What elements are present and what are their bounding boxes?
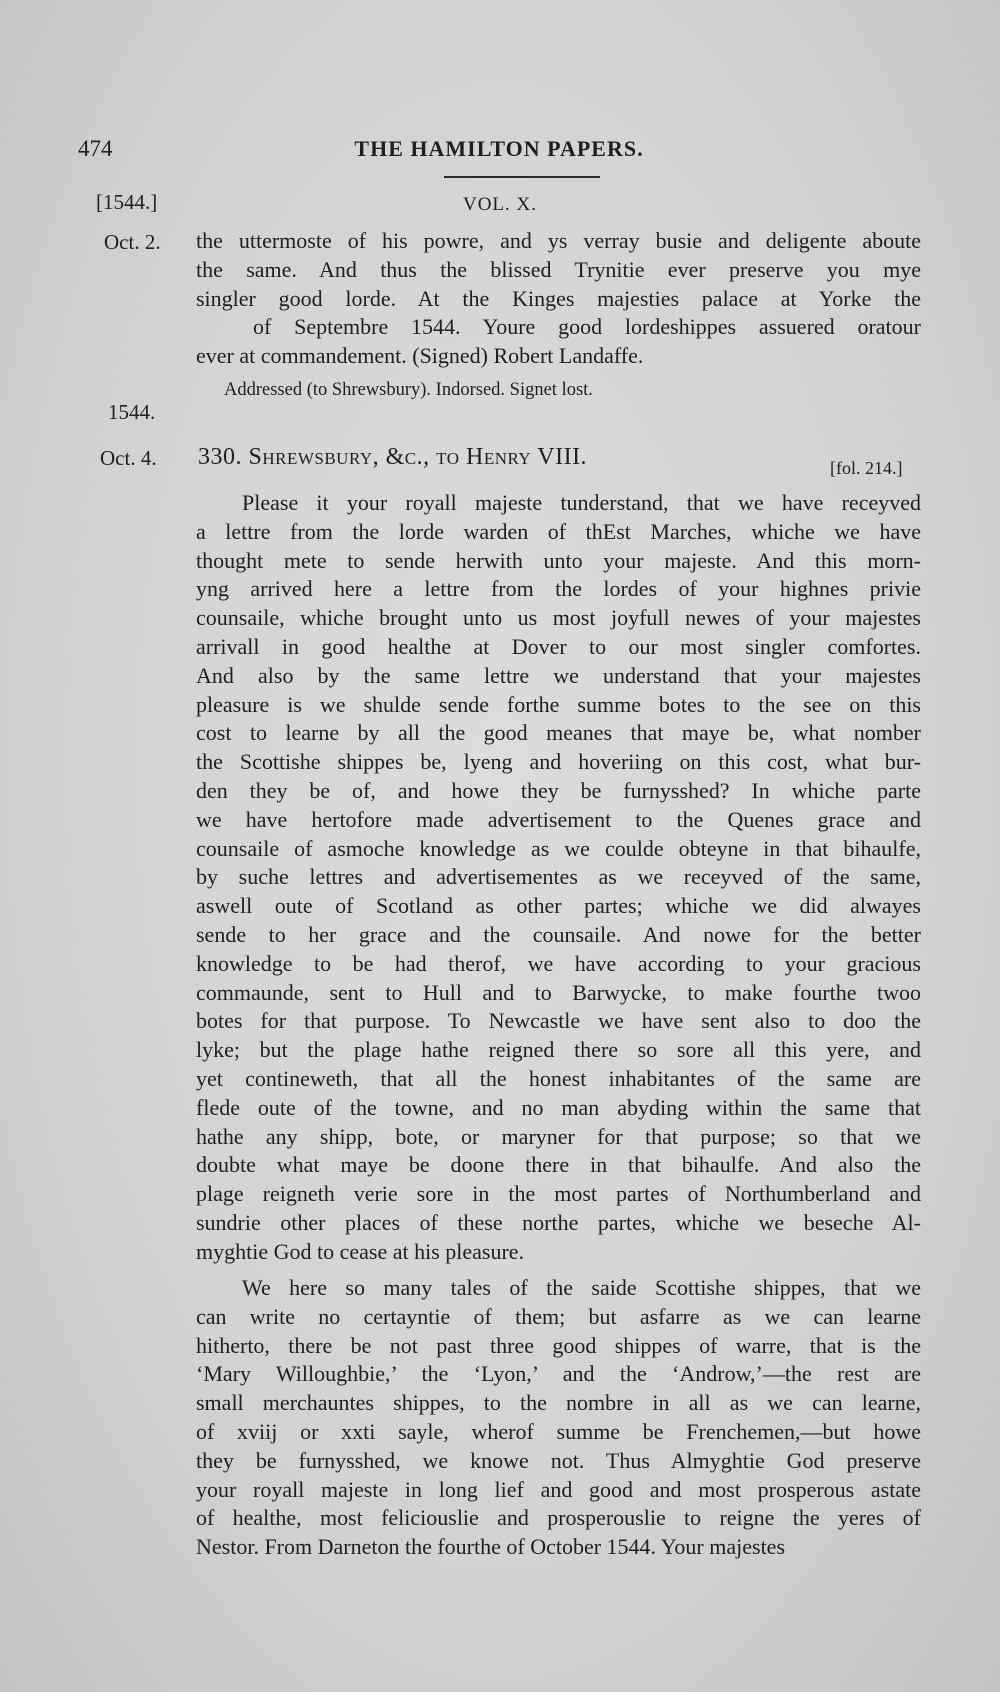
address-note: Addressed (to Shrewsbury). Indorsed. Signet lost. (224, 380, 593, 400)
text-line: of Septembre 1544. Youre good lordeshippes assuered oratour (253, 314, 921, 340)
text-line: Nestor. From Darneton the fourthe of October 1544. Your majestes (196, 1534, 786, 1560)
letter-continuation (196, 227, 921, 371)
text-line: hathe any shipp, bote, or maryner for that purpose; so that we (196, 1123, 921, 1149)
text-line: the Scottishe shippes be, lyeng and hoveriing on this cost, what bur- (196, 749, 921, 775)
text-line: myghtie God to cease at his pleasure. (196, 1238, 525, 1264)
text-line: botes for that purpose. To Newcastle we have sent also to doo the (196, 1008, 921, 1034)
letter-paragraph-1 (196, 489, 921, 1267)
text-line: cost to learne by all the good meanes that maye be, what nomber (196, 720, 921, 746)
letter-heading (198, 444, 587, 471)
text-line: We here so many tales of the saide Scottishe shippes, that we (242, 1275, 921, 1300)
page-header (78, 136, 920, 176)
text-line: of healthe, most feliciouslie and prosperouslie to reigne the yeres of (196, 1505, 921, 1531)
margin-date: Oct. 4. (100, 446, 157, 470)
text-line: can write no certayntie of them; but asfarre as we can learne (196, 1303, 921, 1329)
letter-sender: Shrewsbury, &c., (248, 444, 430, 470)
text-line: of xviij or xxti sayle, wherof summe be Frenchemen,—but howe (196, 1418, 921, 1444)
margin-date: Oct. 2. (104, 230, 161, 254)
letter-number: 330. (198, 444, 242, 470)
text-line: lyke; but the plage hathe reigned there so sore all this yere, and (196, 1037, 921, 1063)
text-line: counsaile of asmoche knowledge as we coulde obteyne in that bihaulfe, (196, 835, 921, 861)
text-line: doubte what maye be doone there in that bihaulfe. And also the (196, 1152, 921, 1178)
volume-label: VOL. X. (462, 194, 538, 215)
text-line: by suche lettres and advertisementes as we receyved of the same, (196, 864, 921, 890)
text-line: sundrie other places of these northe partes, whiche we beseche Al- (196, 1209, 921, 1235)
text-line: singler good lorde. At the Kinges majesties palace at Yorke the (196, 285, 921, 311)
text-line: the uttermoste of his powre, and ys verray busie and deligente aboute (196, 228, 921, 253)
text-line: the same. And thus the blissed Trynitie ever preserve you mye (196, 256, 921, 282)
running-title: THE HAMILTON PAPERS. (354, 136, 644, 161)
text-line: arrivall in good healthe at Dover to our most singler comfortes. (196, 633, 921, 659)
text-line: ever at commandement. (Signed) Robert Landaffe. (196, 343, 644, 369)
text-line: small merchauntes shippes, to the nombre in all as we can learne, (196, 1390, 921, 1416)
text-line: knowledge to be had therof, we have according to your gracious (196, 950, 921, 976)
margin-year: 1544. (108, 400, 156, 424)
page-number: 474 (78, 136, 113, 161)
bracket-year: [1544.] (96, 190, 158, 214)
text-line: your royall majeste in long lief and good and most prosperous astate (196, 1476, 921, 1502)
text-line: yet contineweth, that all the honest inhabitantes of the same are (196, 1065, 921, 1091)
text-line: And also by the same lettre we understand that your majestes (196, 662, 921, 688)
text-line: hitherto, there be not past three good shippes of warre, that is the (196, 1332, 921, 1358)
letter-to-word: to (436, 444, 460, 470)
text-line: counsaile, whiche brought unto us most joyfull newes of your majestes (196, 605, 921, 631)
letter-paragraph-2 (196, 1274, 921, 1562)
text-line: Please it your royall majeste tunderstand, that we have receyved (242, 490, 921, 515)
text-line: we have hertofore made advertisement to the Quenes grace and (196, 806, 921, 832)
title-rule (444, 176, 600, 178)
text-line: plage reigneth verie sore in the most partes of Northumberland and (196, 1181, 921, 1207)
text-line: aswell oute of Scotland as other partes; whiche we did alwayes (196, 893, 921, 919)
text-line: thought mete to sende herwith unto your majeste. And this morn- (196, 547, 921, 573)
text-line: yng arrived here a lettre from the lordes of your highnes privie (196, 576, 921, 602)
text-line: pleasure is we shulde sende forthe summe botes to the see on this (196, 691, 921, 717)
text-line: they be furnysshed, we knowe not. Thus Almyghtie God preserve (196, 1447, 921, 1473)
text-line: flede oute of the towne, and no man abyding within the same that (196, 1094, 921, 1120)
text-line: a lettre from the lorde warden of thEst Marches, whiche we have (196, 518, 921, 544)
text-line: commaunde, sent to Hull and to Barwycke, to make fourthe twoo (196, 979, 921, 1005)
text-line: sende to her grace and the counsaile. And nowe for the better (196, 921, 921, 947)
letter-recipient: Henry VIII. (466, 444, 588, 470)
folio-reference: [fol. 214.] (830, 458, 903, 478)
text-line: ‘Mary Willoughbie,’ the ‘Lyon,’ and the ‘Androw,’—the rest are (196, 1361, 921, 1387)
text-line: den they be of, and howe they be furnysshed? In whiche parte (196, 777, 921, 803)
